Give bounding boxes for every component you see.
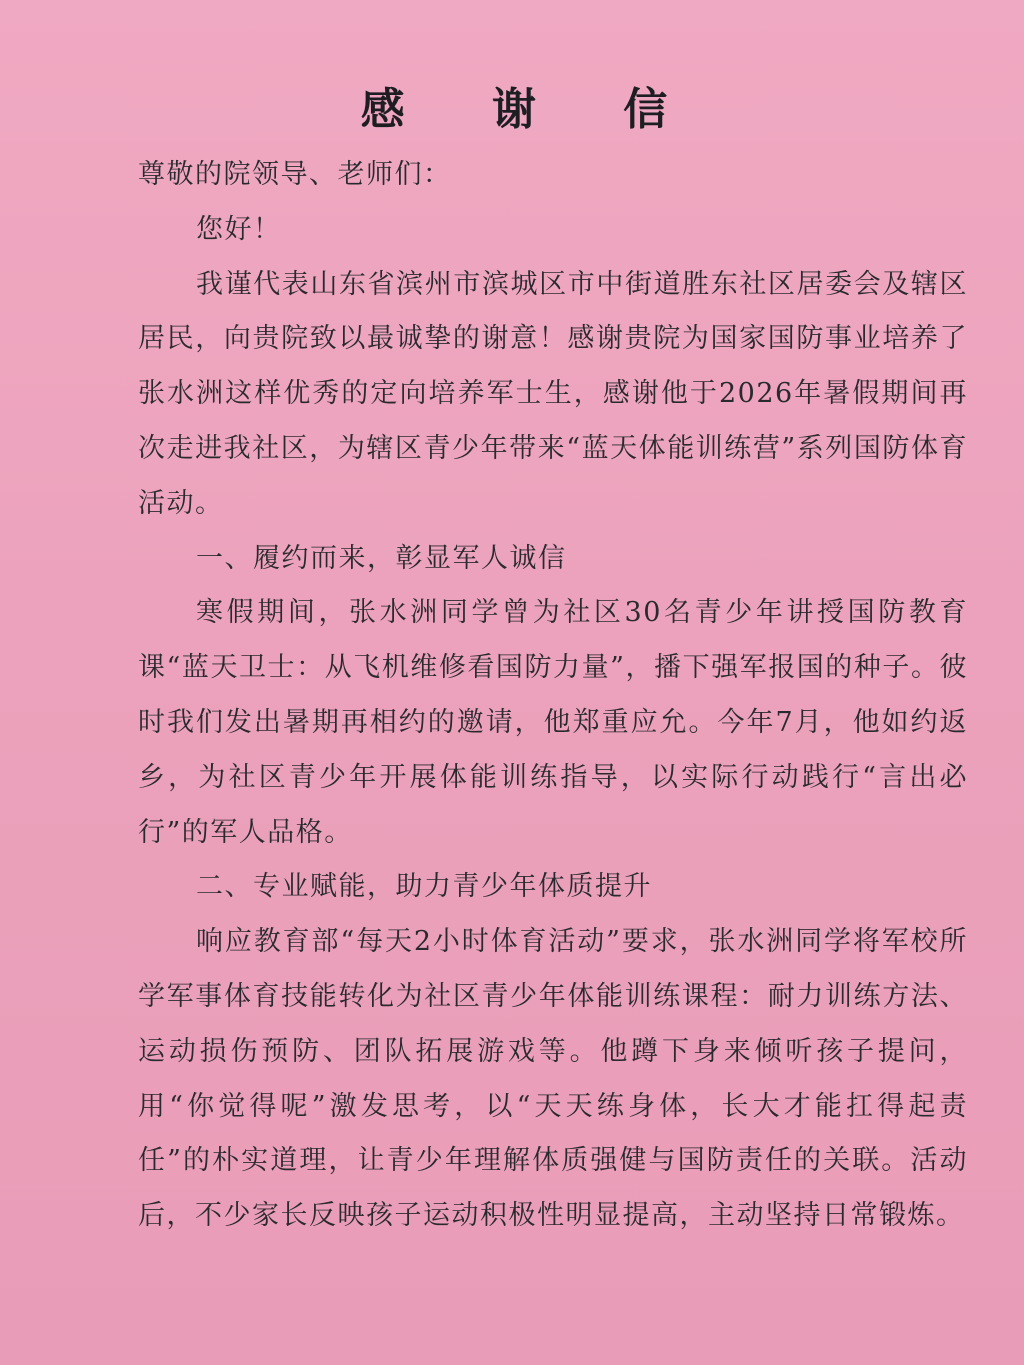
intro-paragraph: 我谨代表山东省滨州市滨城区市中街道胜东社区居委会及辖区居民，向贵院致以最诚挚的谢意！感谢贵院为国家国防事业培养了张水洲这样优秀的定向培养军士生，感谢他于2026年暑假期间再次走进我社区，为辖区青少年带来“蓝天体能训练营”系列国防体育活动。 [138, 268, 968, 519]
section2-paragraph: 响应教育部“每天2小时体育活动”要求，张水洲同学将军校所学军事体育技能转化为社区青少年体能训练课程：耐力训练方法、运动损伤预防、团队拓展游戏等。他蹲下身来倾听孩子提问，用“你觉得呢”激发思考，以“天天练身体，长大才能扛得起责任”的朴实道理，让青少年理解体质强健与国防责任的关联。活动后，不少家长反映孩子运动积极性明显提高，主动坚持日常锻炼。 [138, 926, 968, 1232]
section1-paragraph: 寒假期间，张水洲同学曾为社区30名青少年讲授国防教育课“蓝天卫士：从飞机维修看国防力量”，播下强军报国的种子。彼时我们发出暑期再相约的邀请，他郑重应允。今年7月，他如约返乡，为社区青少年开展体能训练指导，以实际行动践行“言出必行”的军人品格。 [138, 597, 968, 848]
letter-title: 感 谢 信 [360, 84, 704, 135]
section2-heading: 二、专业赋能，助力青少年体质提升 [196, 871, 652, 903]
greeting: 您好！ [196, 213, 282, 245]
salutation: 尊敬的院领导、老师们： [138, 159, 452, 190]
section1-heading: 一、履约而来，彰显军人诚信 [196, 542, 567, 574]
letter-body [138, 148, 968, 1244]
